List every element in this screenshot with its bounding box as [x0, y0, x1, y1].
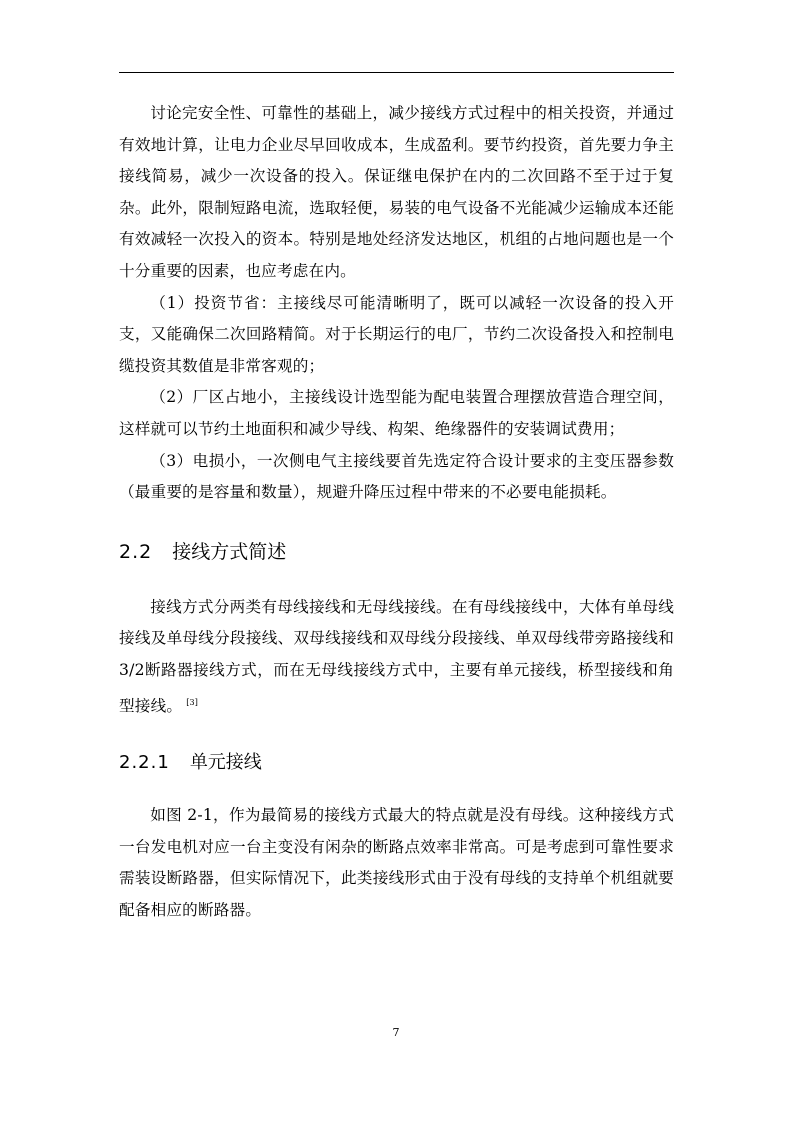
intro-paragraph: 讨论完安全性、可靠性的基础上，减少接线方式过程中的相关投资，并通过有效地计算，让电力企业尽早回收成本，生成盈利。要节约投资，首先要力争主接线简易，减少一次设备的投入。保证继电保护在内的二次回路不至于过于复杂。此外，限制短路电流，选取轻便，易装的电气设备不光能减少运输成本还能有效减轻一次投入的资本。特别是地处经济发达地区，机组的占地问题也是一个十分重要的因素，也应考虑在内。: [119, 104, 674, 280]
paragraph-text: 接线方式分两类有母线接线和无母线接线。在有母线接线中，大体有单母线接线及单母线分段接线、双母线接线和双母线分段接线、单双母线带旁路接线和3/2断路器接线方式，而在无母线接线方式中，主要有单元接线，桥型接线和角型接线。: [119, 597, 674, 715]
list-item-low-loss: （3）电损小，一次侧电气主接线要首先选定符合设计要求的主变压器参数（最重要的是容量和数量），规避升降压过程中带来的不必要电能损耗。: [119, 451, 674, 502]
section-2-2-paragraph: [119, 592, 674, 723]
list-item-investment-saving: （1）投资节省：主接线尽可能清晰明了，既可以减轻一次设备的投入开支，又能确保二次回路精简。对于长期运行的电厂，节约二次设备投入和控制电缆投资其数值是非常客观的；: [119, 293, 674, 375]
citation-reference: [3]: [186, 697, 199, 707]
section-2-2-1-paragraph: 如图 2-1，作为最简易的接线方式最大的特点就是没有母线。这种接线方式一台发电机对应一台主变没有闲杂的断路点效率非常高。可是考虑到可靠性要求需装设断路器，但实际情况下，此类接线形式由于没有母线的支持单个机组就要配备相应的断路器。: [119, 806, 674, 920]
page-content: [119, 98, 674, 927]
section-heading-2-2: [119, 538, 674, 566]
page-number: 7: [392, 1026, 400, 1039]
subsection-title: 单元接线: [189, 752, 262, 774]
section-heading-2-2-1: [119, 750, 674, 776]
section-title: 接线方式简述: [172, 540, 287, 563]
list-item-small-footprint: （2）厂区占地小，主接线设计选型能为配电装置合理摆放营造合理空间，这样就可以节约土地面积和减少导线、构架、绝缘器件的安装调试费用；: [119, 388, 674, 438]
subsection-number: 2.2.1: [119, 752, 170, 774]
header-rule: [119, 72, 674, 73]
section-number: 2.2: [119, 540, 153, 563]
